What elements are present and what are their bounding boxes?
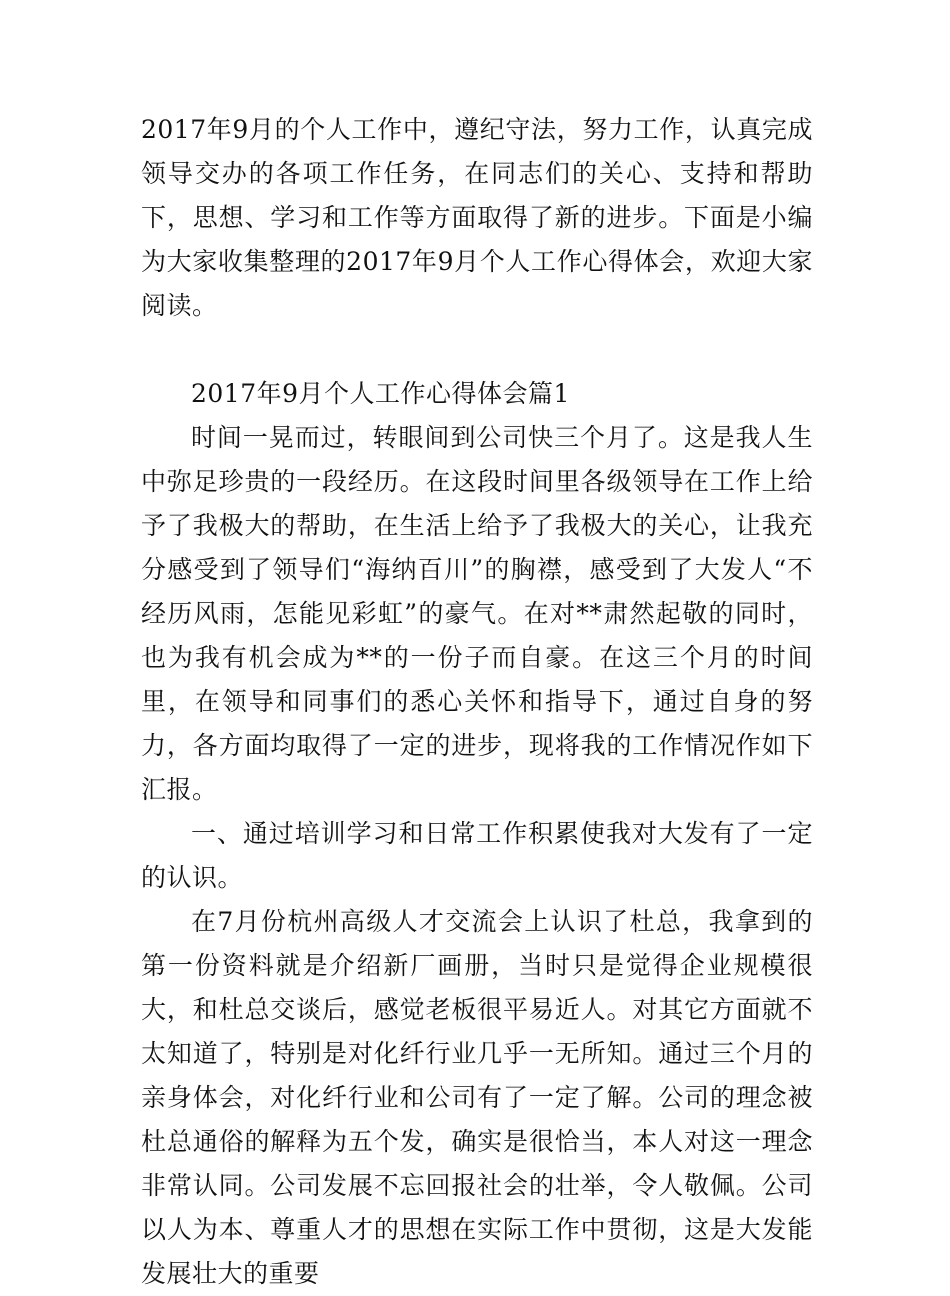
body-paragraph-1: 时间一晃而过，转眼间到公司快三个月了。这是我人生中弥足珍贵的一段经历。在这段时间里各级领导在工作上给予了我极大的帮助，在生活上给予了我极大的关心，让我充分感受到了领导们“海纳百川”的胸襟，感受到了大发人“不经历风雨，怎能见彩虹”的豪气。在对**肃然起敬的同时，也为我有机会成为**的一份子而自豪。在这三个月的时间里，在领导和同事们的悉心关怀和指导下，通过自身的努力，各方面均取得了一定的进步，现将我的工作情况作如下汇报。: [141, 423, 813, 804]
paragraph-spacer: [141, 328, 813, 372]
body-paragraph-2: 一、通过培训学习和日常工作积累使我对大发有了一定的认识。: [141, 819, 813, 892]
section-title: 2017年9月个人工作心得体会篇1: [191, 379, 570, 408]
body-paragraph-3: 在7月份杭州高级人才交流会上认识了杜总，我拿到的第一份资料就是介绍新厂画册，当时只是觉得企业规模很大，和杜总交谈后，感觉老板很平易近人。对其它方面就不太知道了，特别是对化纤行业几乎一无所知。通过三个月的亲身体会，对化纤行业和公司有了一定了解。公司的理念被杜总通俗的解释为五个发，确实是很恰当，本人对这一理念非常认同。公司发展不忘回报社会的壮举，令人敬佩。公司以人为本、尊重人才的思想在实际工作中贯彻，这是大发能发展壮大的重要: [141, 907, 813, 1288]
document-body: [141, 108, 813, 1296]
intro-paragraph: 2017年9月的个人工作中，遵纪守法，努力工作，认真完成领导交办的各项工作任务，在同志们的关心、支持和帮助下，思想、学习和工作等方面取得了新的进步。下面是小编为大家收集整理的2017年9月个人工作心得体会，欢迎大家阅读。: [141, 115, 813, 320]
